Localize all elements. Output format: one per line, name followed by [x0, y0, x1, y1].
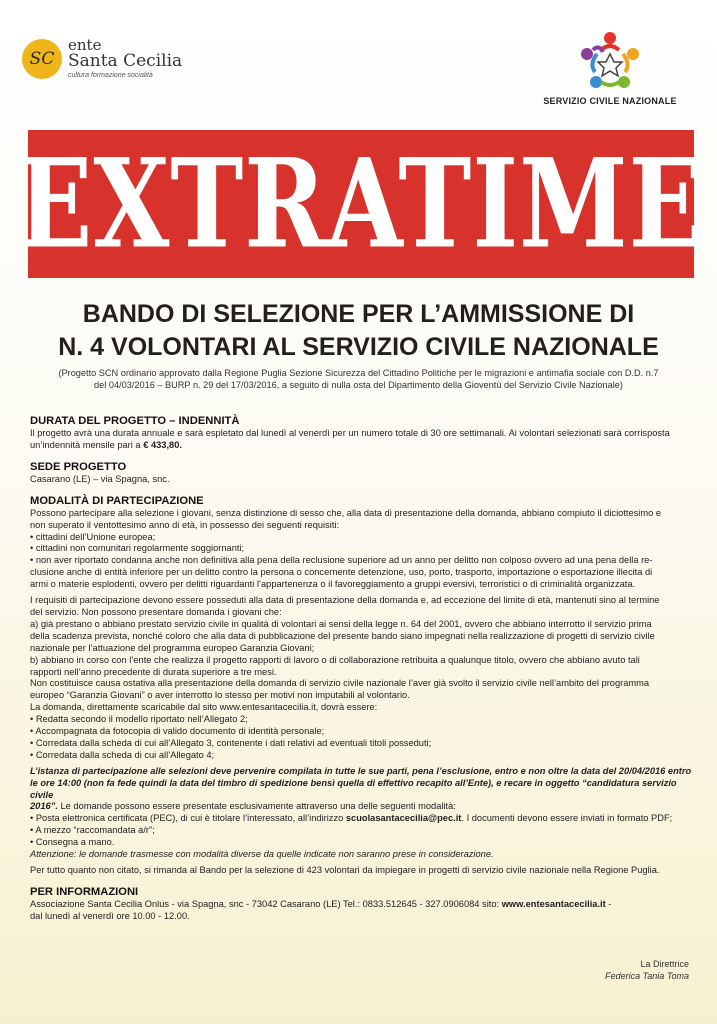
istanza-line3-rest: Le domande possono essere presentate esclusivamente attraverso una delle seguenti modalità:	[57, 801, 456, 812]
requisiti-line: del servizio. Non possono presentare domanda i giovani che:	[30, 606, 282, 617]
headline-line1: BANDO DI SELEZIONE PER L’AMMISSIONE DI	[82, 300, 635, 328]
istanza-line3-bold: 2016”.	[30, 801, 58, 812]
requisiti-line: europeo “Garanzia Giovani” o aver interrotto lo stesso per motivi non imputabili al volontario.	[30, 690, 410, 701]
project-note	[30, 367, 687, 391]
star-people-icon	[577, 28, 643, 92]
intro-line: clusione anche di entità inferiore per un delitto contro la persona o concernente detenzione, uso, porto, trasporto, importazione o esportazione illecita di	[30, 567, 653, 578]
intro-line: • cittadini non comunitari regolarmente soggiornanti;	[30, 543, 245, 554]
consegna-line: • Consegna a mano.	[30, 837, 115, 848]
logo-line2: Santa Cecilia	[68, 51, 183, 71]
info-line2: dal lunedì al venerdì ore 10.00 - 12.00.	[30, 910, 190, 921]
logo-line3: cultura formazione socialità	[68, 72, 153, 79]
requisiti-line: • Corredata dalla scheda di cui all’Allegato 3, contenente i dati relativi ad eventuali titoli posseduti;	[30, 737, 432, 748]
intro-line: armi o materie esplodenti, ovvero per delitti riguardanti l’appartenenza o il favoreggiamento a gruppi eversivi, terroristici o di criminalità organizzata.	[30, 579, 636, 590]
project-note-line2: del 04/03/2016 – BURP n. 29 del 17/03/2016, a seguito di nulla osta del Dipartimento della Gioventù del Servizio Civile Nazionale)	[94, 380, 623, 390]
modalita-requisiti	[30, 595, 695, 762]
info-website: www.entesantacecilia.it	[501, 898, 606, 909]
section-title-durata: DURATA DEL PROGETTO – INDENNITÀ	[30, 415, 240, 427]
pec-address: scuolasantacecilia@pec.it	[345, 813, 462, 824]
section-title-info: PER INFORMAZIONI	[30, 885, 139, 898]
modalita-intro	[30, 508, 695, 591]
banner-title: EXTRATIME	[17, 132, 705, 276]
headline-line2: N. 4 VOLONTARI AL SERVIZIO CIVILE NAZIONALE	[58, 333, 659, 361]
intro-line: Possono partecipare alla selezione i giovani, senza distinzione di sesso che, alla data di presentazione della domanda, abbiano compiuto il diciottesimo e	[30, 507, 662, 518]
bando-content	[30, 414, 695, 923]
ente-santa-cecilia-logo	[22, 38, 182, 79]
requisiti-line: rapporti nell’anno precedente di durata superiore a tre mesi.	[30, 666, 277, 677]
servizio-civile-caption: SERVIZIO CIVILE NAZIONALE	[543, 96, 677, 106]
durata-text1: Il progetto avrà una durata annuale e sarà espletato dal lunedì al venerdì per un numero totale di 30 ore settimanali. Ai volontari selezionati sarà corrisposta	[30, 428, 670, 438]
section-title-sede: SEDE PROGETTO	[30, 460, 127, 473]
intro-line: • non aver riportato condanna anche non definitiva alla pena della reclusione superiore ad un anno per delitto non colposo ovvero ad una pena della re-	[30, 555, 653, 566]
requisiti-line: b) abbiano in corso con l’ente che realizza il progetto rapporti di lavoro o di collaborazione retribuita a qualunque titolo, ovvero che abbiano avuto tali	[30, 654, 640, 665]
requisiti-line: I requisiti di partecipazione devono essere posseduti alla data di presentazione della domanda e, ad eccezione del limite di età, mantenuti sino al termine	[30, 595, 660, 606]
sede-text: Casarano (LE) – via Spagna, snc.	[30, 473, 170, 484]
attenzione-line: Attenzione: le domande trasmesse con modalità diverse da quelle indicate non saranno prese in considerazione.	[30, 849, 494, 860]
requisiti-line: Non costituisce causa ostativa alla presentazione della domanda di servizio civile nazionale l’aver già svolto il servizio civile nell’ambito del programma	[30, 678, 650, 689]
durata-text2	[30, 440, 695, 452]
pec-line	[30, 813, 695, 825]
requisiti-line: nazionale per l’attuazione del programma europeo Garanzia Giovani;	[30, 642, 315, 653]
requisiti-line: • Corredata dalla scheda di cui all’Allegato 4;	[30, 749, 215, 760]
indennita-amount: € 433,80.	[143, 439, 182, 450]
requisiti-line: della scadenza prevista, nonché coloro che alla data di pubblicazione del presente bando siano impegnati nella realizzazione di progetti di servizio civile	[30, 630, 655, 641]
logo-mark: SC	[22, 39, 62, 79]
signature-block	[605, 958, 689, 982]
intro-line: • cittadini dell’Unione europea;	[30, 531, 156, 542]
rimando-line: Per tutto quanto non citato, si rimanda al Bando per la selezione di 423 volontari da impiegare in progetti di servizio civile nazionale nella Regione Puglia.	[30, 865, 660, 875]
signature-name: Federica Tania Toma	[605, 971, 689, 981]
raccomandata-line: • A mezzo “raccomandata a/r”;	[30, 825, 155, 836]
istanza-line1: L’istanza di partecipazione alle selezioni deve pervenire compilata in tutte le sue parti, pena l’esclusione, entro e non oltre la data del 20/04/2016 entro	[30, 765, 692, 776]
signature-role: La Direttrice	[640, 959, 689, 969]
intro-line: non superato il ventottesimo anno di età, in possesso dei seguenti requisiti:	[30, 519, 340, 530]
logo-line1: ente	[68, 36, 102, 54]
title-banner	[17, 130, 705, 278]
section-title-modalita: MODALITÀ DI PARTECIPAZIONE	[30, 494, 204, 507]
info-line1-post: -	[605, 898, 612, 909]
requisiti-line: a) già prestano o abbiano prestato servizio civile in qualità di volontari ai sensi della legge n. 64 del 2001, ovvero che abbiano interrotto il servizio prima	[30, 618, 652, 629]
requisiti-line: • Accompagnata da fotocopia di valido documento di identità personale;	[30, 726, 325, 737]
durata-text2-label: un’indennità mensile pari a	[30, 439, 144, 450]
pec-line-pre: • Posta elettronica certificata (PEC), di cui è titolare l’interessato, all’indirizzo	[30, 813, 346, 824]
requisiti-line: • Redatta secondo il modello riportato nell’Allegato 2;	[30, 714, 248, 725]
pec-line-post: . I documenti devono essere inviati in formato PDF;	[461, 813, 673, 824]
istanza-line3	[30, 801, 695, 813]
requisiti-line: La domanda, direttamente scaricabile dal sito www.entesantacecilia.it, dovrà essere:	[30, 702, 378, 713]
info-line1-pre: Associazione Santa Cecilia Onlus - via Spagna, snc - 73042 Casarano (LE) Tel.: 0833.512645 - 327.0906084 sito:	[30, 898, 502, 909]
info-line1	[30, 899, 695, 911]
servizio-civile-logo	[530, 28, 690, 106]
project-note-line1: (Progetto SCN ordinario approvato dalla Regione Puglia Sezione Sicurezza del Cittadino Politiche per le migrazioni e antimafia sociale con D.D. n.7	[58, 368, 659, 378]
istanza-line2: le ore 14:00 (non fa fede quindi la data del timbro di spedizione bensì quella di effettivo recapito all’Ente), e recare in oggetto “candidatura servizio civile	[30, 777, 677, 800]
